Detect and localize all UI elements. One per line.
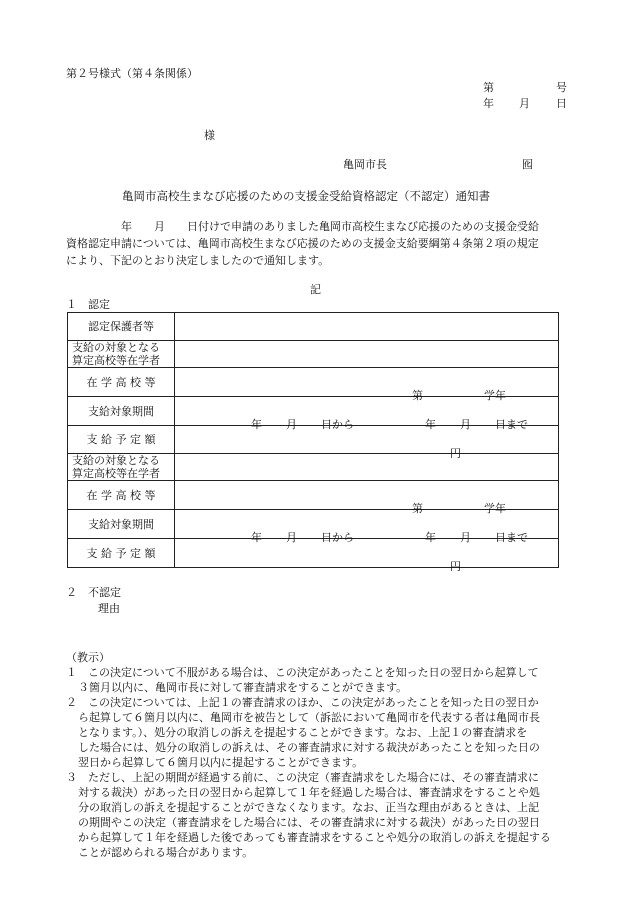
- notice-item-1-line-2: ３箇月以内に、亀岡市長に対して審査請求をすることができます。: [78, 681, 408, 694]
- notice-list: [66, 665, 576, 860]
- period-from-year: 年: [251, 418, 262, 431]
- notice-item-1: [66, 665, 576, 695]
- grade-gakunen-2: 学年: [484, 502, 506, 515]
- table-row: [68, 454, 559, 481]
- body-line-3: により、下記のとおり決定しましたので通知します。: [66, 254, 330, 267]
- notice-item-3-line-6: ことが認められる場合があります。: [78, 846, 254, 859]
- student-label: [68, 341, 175, 368]
- period-label-2: 支給対象期間: [68, 510, 175, 539]
- grade-gakunen: 学年: [484, 389, 506, 402]
- section-2-heading: ２ 不認定: [66, 586, 121, 599]
- notice-heading: （教示）: [66, 651, 110, 664]
- notice-item-3-line-4: の期間やこの決定（審査請求をした場合には、その審査請求に対する裁決）があった日の翌日: [78, 816, 540, 829]
- period-to-day: 日まで: [495, 418, 528, 431]
- document-title: 亀岡市高校生まなび応援のための支援金受給資格認定（不認定）通知書: [122, 189, 490, 203]
- school-label-2: 在 学 高 校 等: [68, 481, 175, 510]
- school-label: 在 学 高 校 等: [68, 368, 175, 397]
- amount-label-2: 支 給 予 定 額: [68, 539, 175, 568]
- sender-name: 亀岡市長: [343, 158, 387, 171]
- amount-yen: 円: [450, 446, 461, 460]
- period-label: 支給対象期間: [68, 397, 175, 426]
- school-value: [175, 368, 559, 402]
- notice-item-2-line-5: 翌日から起算して６箇月以内に提起することができます。: [78, 756, 364, 769]
- body-line-2: 資格認定申請については、亀岡市高校生まなび応援のための支援金支給要綱第４条第２項の規定: [66, 237, 539, 250]
- table-row: [68, 481, 559, 510]
- amount-label: 支 給 予 定 額: [68, 426, 175, 454]
- grade-dai-2: 第: [412, 502, 423, 515]
- notice-item-1-num: １: [66, 666, 77, 679]
- notice-item-3-num: ３: [66, 771, 77, 784]
- notice-item-3-line-3: 分の取消しの訴えを提起することができなくなります。なお、正当な理由があるときは、上記: [78, 801, 540, 814]
- notice-item-2-num: ２: [66, 696, 77, 709]
- notice-item-2-line-4: した場合には、処分の取消しの訴えは、その審査請求に対する裁決があったことを知った日の: [78, 741, 540, 754]
- period-to-month-2: 月: [460, 531, 471, 544]
- table-row: [68, 341, 559, 368]
- date-year: 年: [483, 97, 494, 110]
- date-month: 月: [519, 97, 530, 110]
- form-title: 第２号様式（第４条関係）: [66, 67, 198, 80]
- notice-item-3-line-2: 対する裁決）があった日の翌日から起算して１年を経過した場合は、審査請求をすることや処: [78, 786, 540, 799]
- section-1-heading: １ 認定: [66, 298, 110, 311]
- guardian-label: 認定保護者等: [68, 313, 175, 341]
- student-label-2-line-2: 算定高校等在学者: [72, 467, 160, 480]
- notice-item-2: [66, 695, 576, 770]
- student-label-2: [68, 454, 175, 481]
- period-from-day-2: 日から: [321, 531, 354, 544]
- student-value: [175, 341, 559, 368]
- amount-yen-2: 円: [450, 560, 461, 573]
- notice-item-2-line-1: この決定については、上記１の審査請求のほか、この決定があったことを知った日の翌日か: [88, 696, 539, 709]
- table-row: [68, 539, 559, 568]
- period-from-year-2: 年: [251, 531, 262, 544]
- reason-label: 理由: [98, 602, 120, 615]
- notice-item-3-line-5: から起算して１年を経過した後であっても審査請求をすることや処分の取消しの訴えを提起する: [78, 831, 551, 844]
- number-dai: 第: [483, 81, 494, 94]
- notice-item-1-line-1: この決定について不服がある場合は、この決定があったことを知った日の翌日から起算して: [88, 666, 539, 679]
- school-value-2: [175, 481, 559, 515]
- period-from-day: 日から: [321, 418, 354, 431]
- student-value-2: [175, 454, 559, 481]
- guardian-value: [175, 313, 559, 341]
- notice-item-3: [66, 770, 576, 860]
- period-from-month: 月: [286, 418, 297, 431]
- period-to-year: 年: [425, 418, 436, 431]
- notice-item-2-line-3: となります。）、処分の取消しの訴えを提起することができます。なお、上記１の審査請求を: [78, 726, 528, 739]
- notice-item-3-line-1: ただし、上記の期間が経過する前に、この決定（審査請求をした場合には、その審査請求に: [88, 771, 539, 784]
- period-to-day-2: 日まで: [495, 531, 528, 544]
- seal-mark: 囮: [522, 158, 533, 171]
- certification-table: [67, 312, 559, 573]
- table-row: [68, 426, 559, 454]
- period-to-year-2: 年: [425, 531, 436, 544]
- table-row: [68, 368, 559, 397]
- ki-heading: 記: [310, 283, 321, 296]
- body-line-1: 年 月 日付けで申請のありました亀岡市高校生まなび応援のための支援金受給: [66, 220, 539, 233]
- period-to-month: 月: [460, 418, 471, 431]
- period-from-month-2: 月: [286, 531, 297, 544]
- student-label-line-1: 支給の対象となる: [72, 341, 160, 354]
- date-day: 日: [556, 97, 567, 110]
- notice-item-2-line-2: ら起算して６箇月以内に、亀岡市を被告として（訴訟において亀岡市を代表する者は亀岡市長: [78, 711, 540, 724]
- student-label-line-2: 算定高校等在学者: [72, 354, 160, 367]
- grade-dai: 第: [412, 389, 423, 402]
- table-row: [68, 313, 559, 341]
- student-label-2-line-1: 支給の対象となる: [72, 454, 160, 467]
- addressee-sama: 様: [204, 129, 215, 142]
- number-go: 号: [556, 81, 567, 94]
